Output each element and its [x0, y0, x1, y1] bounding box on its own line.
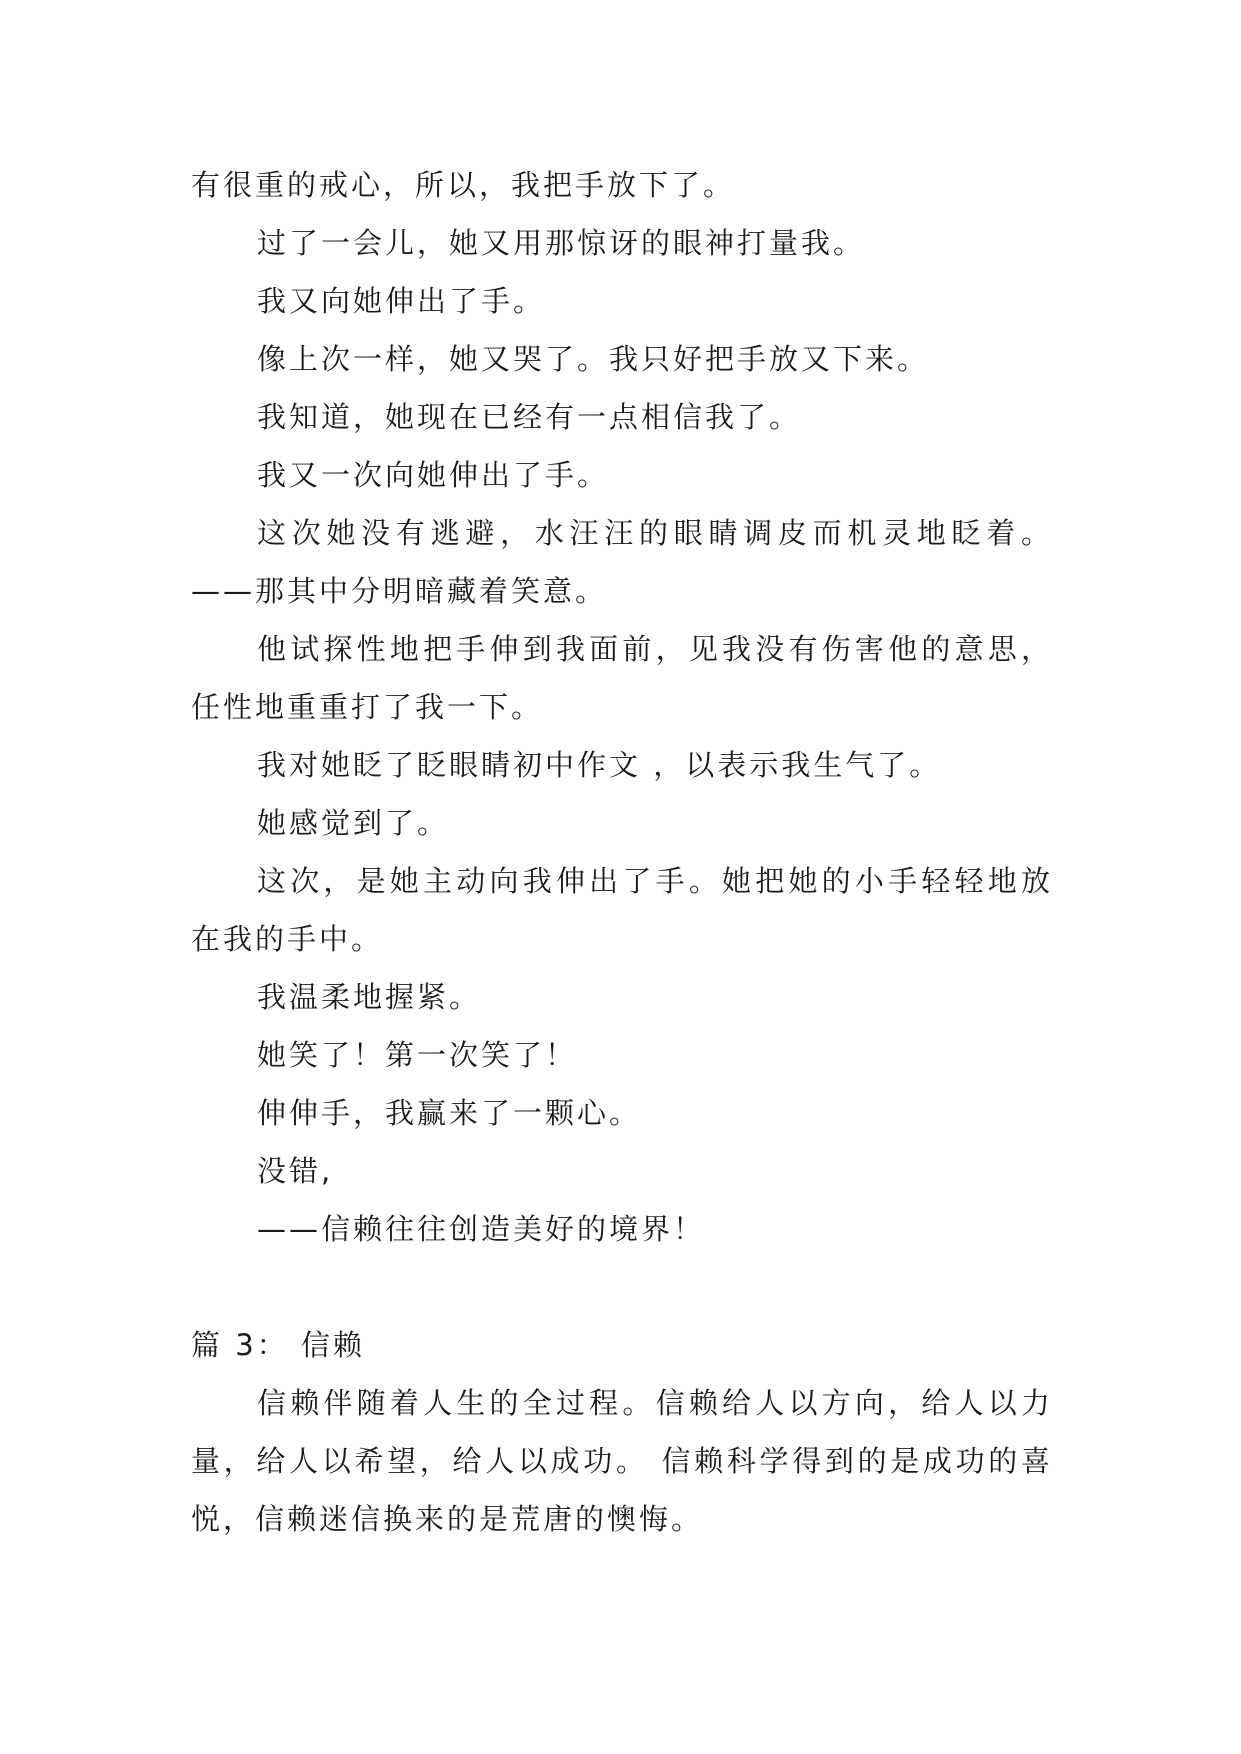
- paragraph: 我知道，她现在已经有一点相信我了。: [257, 400, 802, 434]
- section-heading: 篇 3： 信赖: [191, 1328, 365, 1362]
- paragraph: 伸伸手，我赢来了一颗心。: [257, 1096, 642, 1130]
- paragraph: 我又向她伸出了手。: [257, 284, 546, 318]
- paragraph: 他试探性地把手伸到我面前，见我没有伤害他的意思，任性地重重打了我一下。: [191, 632, 1053, 724]
- paragraph: 这次她没有逃避，水汪汪的眼睛调皮而机灵地眨着。——那其中分明暗藏着笑意。: [191, 516, 1053, 608]
- paragraph: 这次，是她主动向我伸出了手。她把她的小手轻轻地放在我的手中。: [191, 864, 1053, 956]
- paragraph: 没错,: [257, 1154, 334, 1188]
- paragraph: ——信赖往往创造美好的境界！: [257, 1212, 706, 1246]
- paragraph: 信赖伴随着人生的全过程。信赖给人以方向，给人以力量，给人以希望，给人以成功。 信赖科学得到的是成功的喜悦，信赖迷信换来的是荒唐的懊悔。: [191, 1386, 1053, 1536]
- paragraph: 有很重的戒心，所以，我把手放下了。: [191, 168, 736, 202]
- paragraph: 我又一次向她伸出了手。: [257, 458, 610, 492]
- paragraph: 她感觉到了。: [257, 806, 450, 840]
- section-text: [191, 1316, 1053, 1548]
- paragraph: 我温柔地握紧。: [257, 980, 482, 1014]
- paragraph: 像上次一样，她又哭了。我只好把手放又下来。: [257, 342, 930, 376]
- paragraph: 过了一会儿，她又用那惊讶的眼神打量我。: [257, 226, 866, 260]
- paragraph: 我对她眨了眨眼睛初中作文 ，以表示我生气了。: [257, 748, 942, 782]
- paragraph: 她笑了！第一次笑了！: [257, 1038, 578, 1072]
- story-text: [191, 156, 1053, 1258]
